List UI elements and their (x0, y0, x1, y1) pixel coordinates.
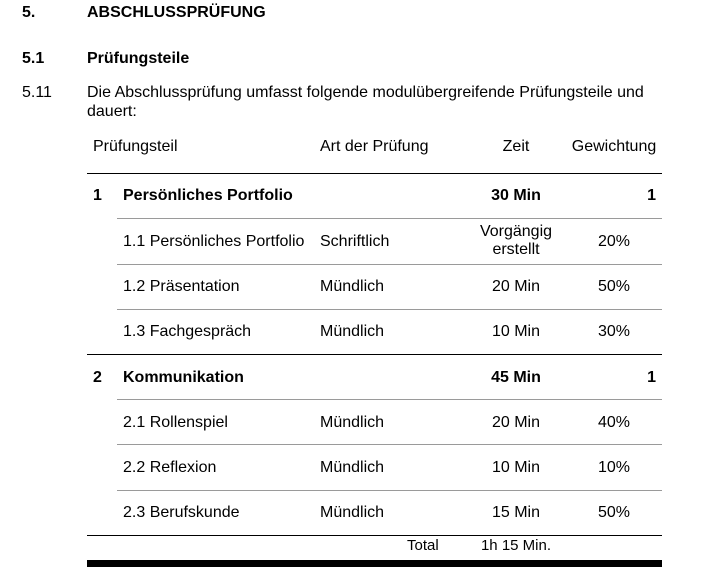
row-time: 10 Min (491, 323, 541, 340)
group-number: 1 (93, 187, 102, 204)
paragraph-number: 5.11 (22, 84, 52, 101)
row-name: 2.2 Reflexion (123, 459, 217, 476)
row-weight: 30% (597, 323, 631, 340)
paragraph-line-1: Die Abschlussprüfung umfasst folgende modulübergreifende Prüfungsteile und (87, 84, 644, 101)
row-weight: 10% (597, 459, 631, 476)
row-divider (117, 399, 662, 400)
group-time: 45 Min (491, 369, 541, 386)
row-type: Mündlich (320, 278, 385, 295)
group-number: 2 (93, 369, 102, 386)
total-label: Total (407, 537, 439, 554)
row-weight: 50% (597, 504, 631, 521)
row-type: Mündlich (320, 459, 385, 476)
table-bottom-rule (87, 535, 662, 536)
row-type: Mündlich (320, 323, 385, 340)
row-type: Mündlich (320, 504, 385, 521)
total-thick-rule (87, 560, 662, 567)
row-time-line2: erstellt (492, 241, 540, 258)
header-weight: Gewichtung (571, 138, 657, 155)
row-divider (117, 490, 662, 491)
row-name: 1.3 Fachgespräch (123, 323, 252, 340)
row-weight: 20% (597, 233, 631, 250)
section-title: ABSCHLUSSPRÜFUNG (87, 4, 266, 21)
section-number: 5. (22, 4, 36, 21)
row-time: 20 Min (491, 414, 541, 431)
row-divider (117, 264, 662, 265)
header-time: Zeit (502, 138, 530, 155)
group-title: Kommunikation (123, 369, 244, 386)
group-title: Persönliches Portfolio (123, 187, 293, 204)
subsection-number: 5.1 (22, 50, 45, 67)
row-type: Mündlich (320, 414, 385, 431)
row-time: 15 Min (491, 504, 541, 521)
row-time: 20 Min (491, 278, 541, 295)
paragraph-line-2: dauert: (87, 103, 137, 120)
row-type: Schriftlich (320, 233, 390, 250)
row-divider (117, 444, 662, 445)
row-name: 2.1 Rollenspiel (123, 414, 228, 431)
subsection-title: Prüfungsteile (87, 50, 190, 67)
group-rule (87, 354, 662, 355)
group-time: 30 Min (491, 187, 541, 204)
row-name: 1.1 Persönliches Portfolio (123, 233, 305, 250)
group-weight: 1 (647, 187, 656, 204)
row-weight: 40% (597, 414, 631, 431)
group-weight: 1 (647, 369, 656, 386)
row-divider (117, 309, 662, 310)
row-time: 10 Min (491, 459, 541, 476)
header-rule (87, 173, 662, 174)
row-time-line1: Vorgängig (479, 223, 553, 240)
header-type: Art der Prüfung (320, 138, 429, 155)
row-weight: 50% (597, 278, 631, 295)
total-value: 1h 15 Min. (480, 537, 552, 554)
row-name: 1.2 Präsentation (123, 278, 240, 295)
row-name: 2.3 Berufskunde (123, 504, 240, 521)
row-divider (117, 218, 662, 219)
header-part: Prüfungsteil (93, 138, 178, 155)
